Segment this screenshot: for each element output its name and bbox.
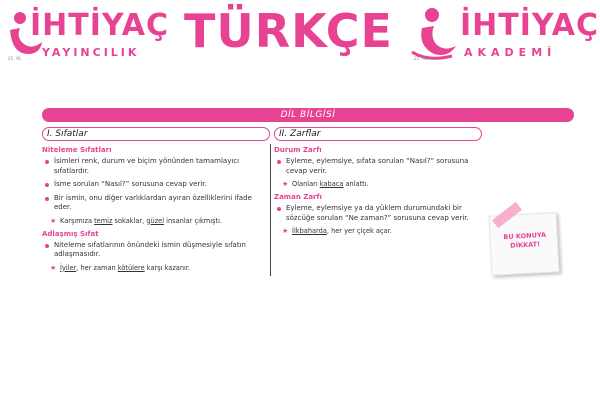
nominalized-adjective-title: Adlaşmış Sıfat	[42, 229, 99, 238]
adjectives-column	[42, 127, 270, 277]
star-icon: ★	[282, 180, 289, 188]
column-divider	[270, 144, 271, 276]
right-brand-name: İHTİYAÇ	[460, 8, 599, 43]
page-title: TÜRKÇE	[184, 4, 393, 58]
person-logo-icon	[408, 6, 460, 60]
section-banner: DİL BİLGİSİ	[42, 108, 574, 122]
logo-ihtiyac-yayincilik	[6, 6, 176, 62]
right-brand-badge: 25. YIL	[414, 56, 428, 61]
list-item: Bir ismin, onu diğer varlıklardan ayıran özelliklerini ifade eder.	[42, 194, 270, 213]
qualifying-adjectives-title: Niteleme Sıfatları	[42, 146, 112, 154]
right-brand-subtitle: AKADEMİ	[464, 46, 557, 59]
example-sentence: ★ Olanları kabaca anlattı.	[282, 180, 369, 188]
bullet-dot-icon	[45, 183, 49, 187]
example-sentence: ★ İyiler, her zaman kötülere karşı kazanır.	[50, 263, 191, 272]
list-item: Eyleme, eylemsiye, sıfata sorulan “Nasıl?” sorusuna cevap verir.	[274, 157, 484, 176]
list-item: İsme sorulan “Nasıl?” sorusuna cevap verir.	[42, 180, 270, 190]
list-item: İsimleri renk, durum ve biçim yönünden tamamlayıcı sıfatlardır.	[42, 157, 270, 176]
adverbs-column	[274, 127, 484, 240]
left-brand-name: İHTİYAÇ	[30, 8, 169, 43]
star-icon: ★	[50, 216, 57, 225]
bullet-dot-icon	[45, 160, 49, 164]
attention-note-card	[490, 210, 560, 276]
list-item: Eyleme, eylemsiye ya da yüklem durumundaki bir sözcüğe sorulan “Ne zaman?” sorusuna cevap verir.	[274, 204, 484, 223]
example-sentence: ★ Karşımıza temiz sokaklar, güzel insanlar çıkmıştı.	[50, 216, 222, 225]
left-brand-subtitle: YAYINCILIK	[42, 46, 140, 59]
manner-adverb-title: Durum Zarfı	[274, 146, 322, 154]
bullet-dot-icon	[45, 197, 49, 201]
star-icon: ★	[282, 227, 289, 235]
star-icon: ★	[50, 263, 57, 272]
logo-ihtiyac-akademi	[408, 6, 599, 62]
example-sentence: ★ İlkbaharda, her yer çiçek açar.	[282, 227, 392, 235]
bullet-dot-icon	[277, 207, 281, 211]
list-item: Niteleme sıfatlarının önündeki ismin düşmesiyle sıfatın adlaşmasıdır.	[42, 241, 270, 260]
left-brand-badge: 25. YIL	[8, 56, 22, 61]
note-text: BU KONUYA DİKKAT!	[503, 230, 547, 250]
adverbs-heading: II. Zarflar	[274, 127, 482, 141]
bullet-dot-icon	[45, 244, 49, 248]
bullet-dot-icon	[277, 160, 281, 164]
adjectives-heading: I. Sıfatlar	[42, 127, 270, 141]
time-adverb-title: Zaman Zarfı	[274, 193, 322, 201]
